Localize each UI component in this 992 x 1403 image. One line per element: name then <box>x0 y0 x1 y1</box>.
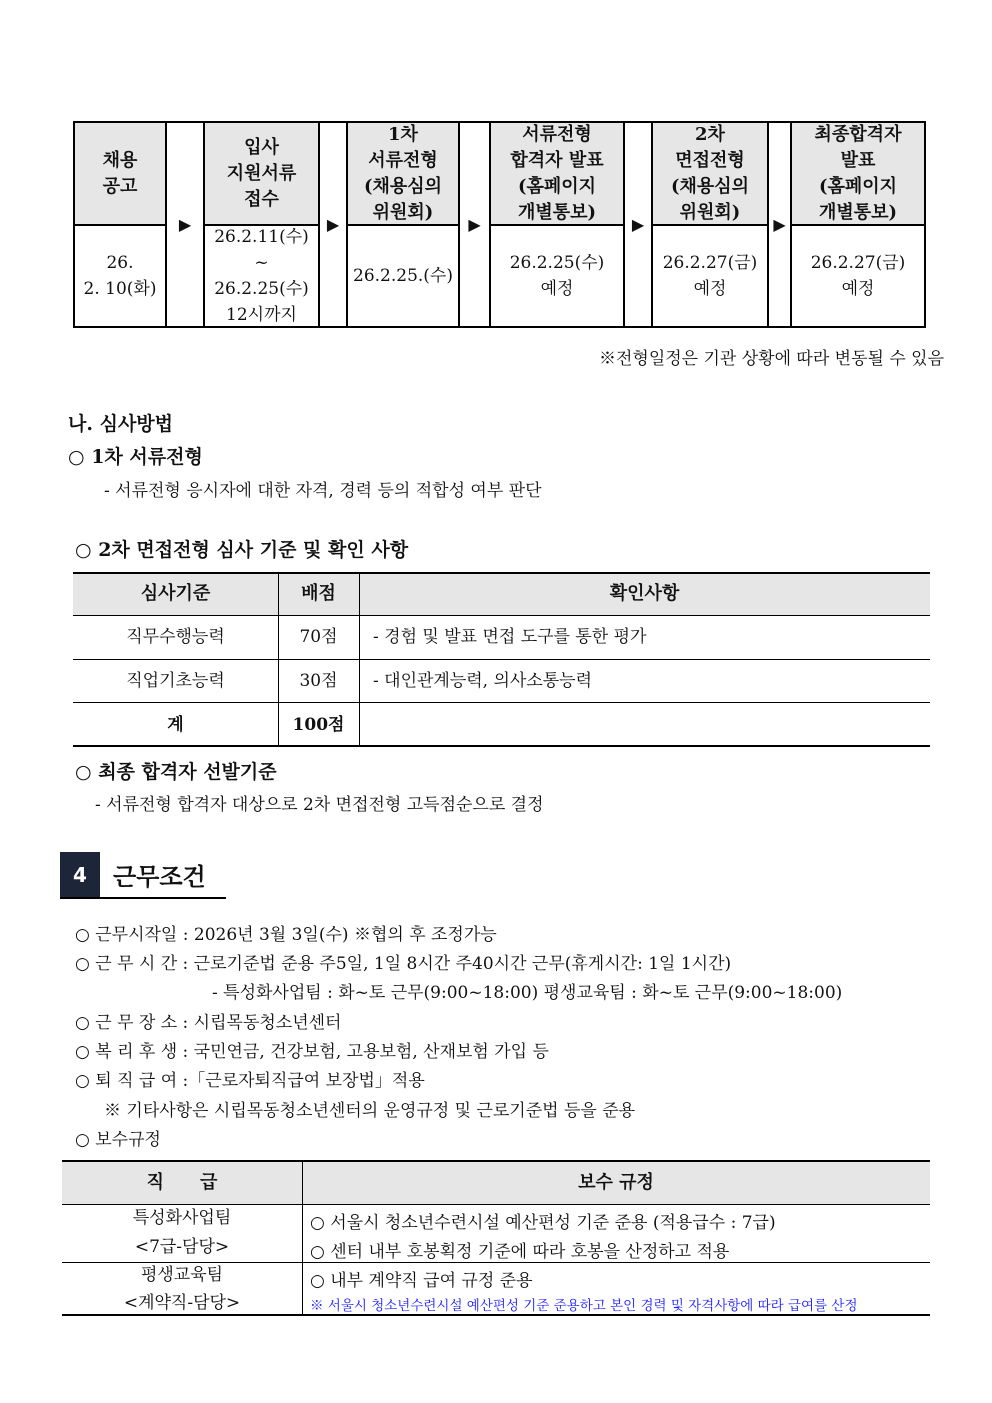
col-header: 심사기준 <box>140 583 211 604</box>
step-date: 26.2.25.(수) <box>346 224 460 328</box>
step-title: 채용 공고 <box>73 121 167 226</box>
step-date: 26.2.11(수) ~ 26.2.25(수) 12시까지 <box>203 224 320 328</box>
step-date: 26.2.25(수) 예정 <box>489 224 625 328</box>
step-title: 최종합격자 발표 (홈페이지 개별통보) <box>790 121 926 226</box>
final-title: ○ 최종 합격자 선발기준 <box>75 761 277 783</box>
schedule-note: ※전형일정은 기관 상황에 따라 변동될 수 있음 <box>598 349 944 369</box>
first-review-title: ○ 1차 서류전형 <box>68 446 203 468</box>
step-date: 26.2.27(금) 예정 <box>651 224 769 328</box>
condition-hours: ○ 근 무 시 간 : 근로기준법 준용 주5일, 1일 8시간 주40시간 근무(휴게시간: 1일 1시간) <box>75 954 732 974</box>
pay-rule: ○ 내부 계약직 급여 규정 준용 <box>310 1271 533 1291</box>
arrow-icon: ▶ <box>623 121 653 328</box>
condition-pay-rules: ○ 보수규정 <box>75 1130 161 1150</box>
criteria-check: - 대인관계능력, 의사소통능력 <box>373 671 593 691</box>
arrow-icon: ▶ <box>458 121 491 328</box>
criteria-score: 30점 <box>299 671 338 691</box>
arrow-icon: ▶ <box>767 121 792 328</box>
col-header: 직 급 <box>146 1171 218 1193</box>
arrow-icon: ▶ <box>165 121 205 328</box>
criteria-check: - 경험 및 발표 면접 도구를 통한 평가 <box>373 627 647 647</box>
condition-other-note: ※ 기타사항은 시립목동청소년센터의 운영규정 및 근로기준법 등을 준용 <box>104 1101 636 1121</box>
pay-rule: ○ 센터 내부 호봉획정 기준에 따라 호봉을 산정하고 적용 <box>310 1242 730 1262</box>
criteria-score: 70점 <box>299 627 338 647</box>
section-number: 4 <box>60 852 100 898</box>
condition-severance: ○ 퇴 직 급 여 :「근로자퇴직급여 보장법」적용 <box>75 1071 425 1091</box>
pay-grade: 특성화사업팀 <7급-담당> <box>132 1208 232 1257</box>
criteria-name: 직업기초능력 <box>126 671 225 691</box>
step-title: 2차 면접전형 (채용심의 위원회) <box>651 121 769 226</box>
final-desc: - 서류전형 합격자 대상으로 2차 면접전형 고득점순으로 결정 <box>95 795 544 815</box>
condition-hours-detail: - 특성화사업팀 : 화~토 근무(9:00~18:00) 평생교육팀 : 화~토 근무(9:00~18:00) <box>212 983 843 1003</box>
section-title: 근무조건 <box>113 863 206 891</box>
step-date: 26.2.27(금) 예정 <box>790 224 926 328</box>
step-date: 26. 2. 10(화) <box>73 224 167 328</box>
pay-rule-note: ※ 서울시 청소년수련시설 예산편성 기준 준용하고 본인 경력 및 자격사항에 따라 급여를 산정 <box>310 1298 858 1314</box>
arrow-icon: ▶ <box>318 121 348 328</box>
total-score: 100점 <box>292 714 345 735</box>
step-title: 입사 지원서류 접수 <box>203 121 320 226</box>
pay-grade: 평생교육팀 <계약직-담당> <box>123 1264 241 1313</box>
condition-location: ○ 근 무 장 소 : 시립목동청소년센터 <box>75 1013 342 1033</box>
total-label: 계 <box>167 714 184 735</box>
section-heading: 나. 심사방법 <box>68 413 173 435</box>
condition-start-date: ○ 근무시작일 : 2026년 3월 3일(수) ※협의 후 조정가능 <box>75 925 497 945</box>
col-header: 확인사항 <box>609 583 680 604</box>
first-review-desc: - 서류전형 응시자에 대한 자격, 경력 등의 적합성 여부 판단 <box>104 481 542 501</box>
condition-welfare: ○ 복 리 후 생 : 국민연금, 건강보험, 고용보험, 산재보험 가입 등 <box>75 1042 549 1062</box>
step-title: 서류전형 합격자 발표 (홈페이지 개별통보) <box>489 121 625 226</box>
col-header: 배점 <box>301 583 336 604</box>
pay-rule: ○ 서울시 청소년수련시설 예산편성 기준 준용 (적용급수 : 7급) <box>310 1213 776 1233</box>
col-header: 보수 규정 <box>578 1171 654 1193</box>
step-title: 1차 서류전형 (채용심의 위원회) <box>346 121 460 226</box>
criteria-name: 직무수행능력 <box>126 627 225 647</box>
second-review-title: ○ 2차 면접전형 심사 기준 및 확인 사항 <box>75 539 409 561</box>
